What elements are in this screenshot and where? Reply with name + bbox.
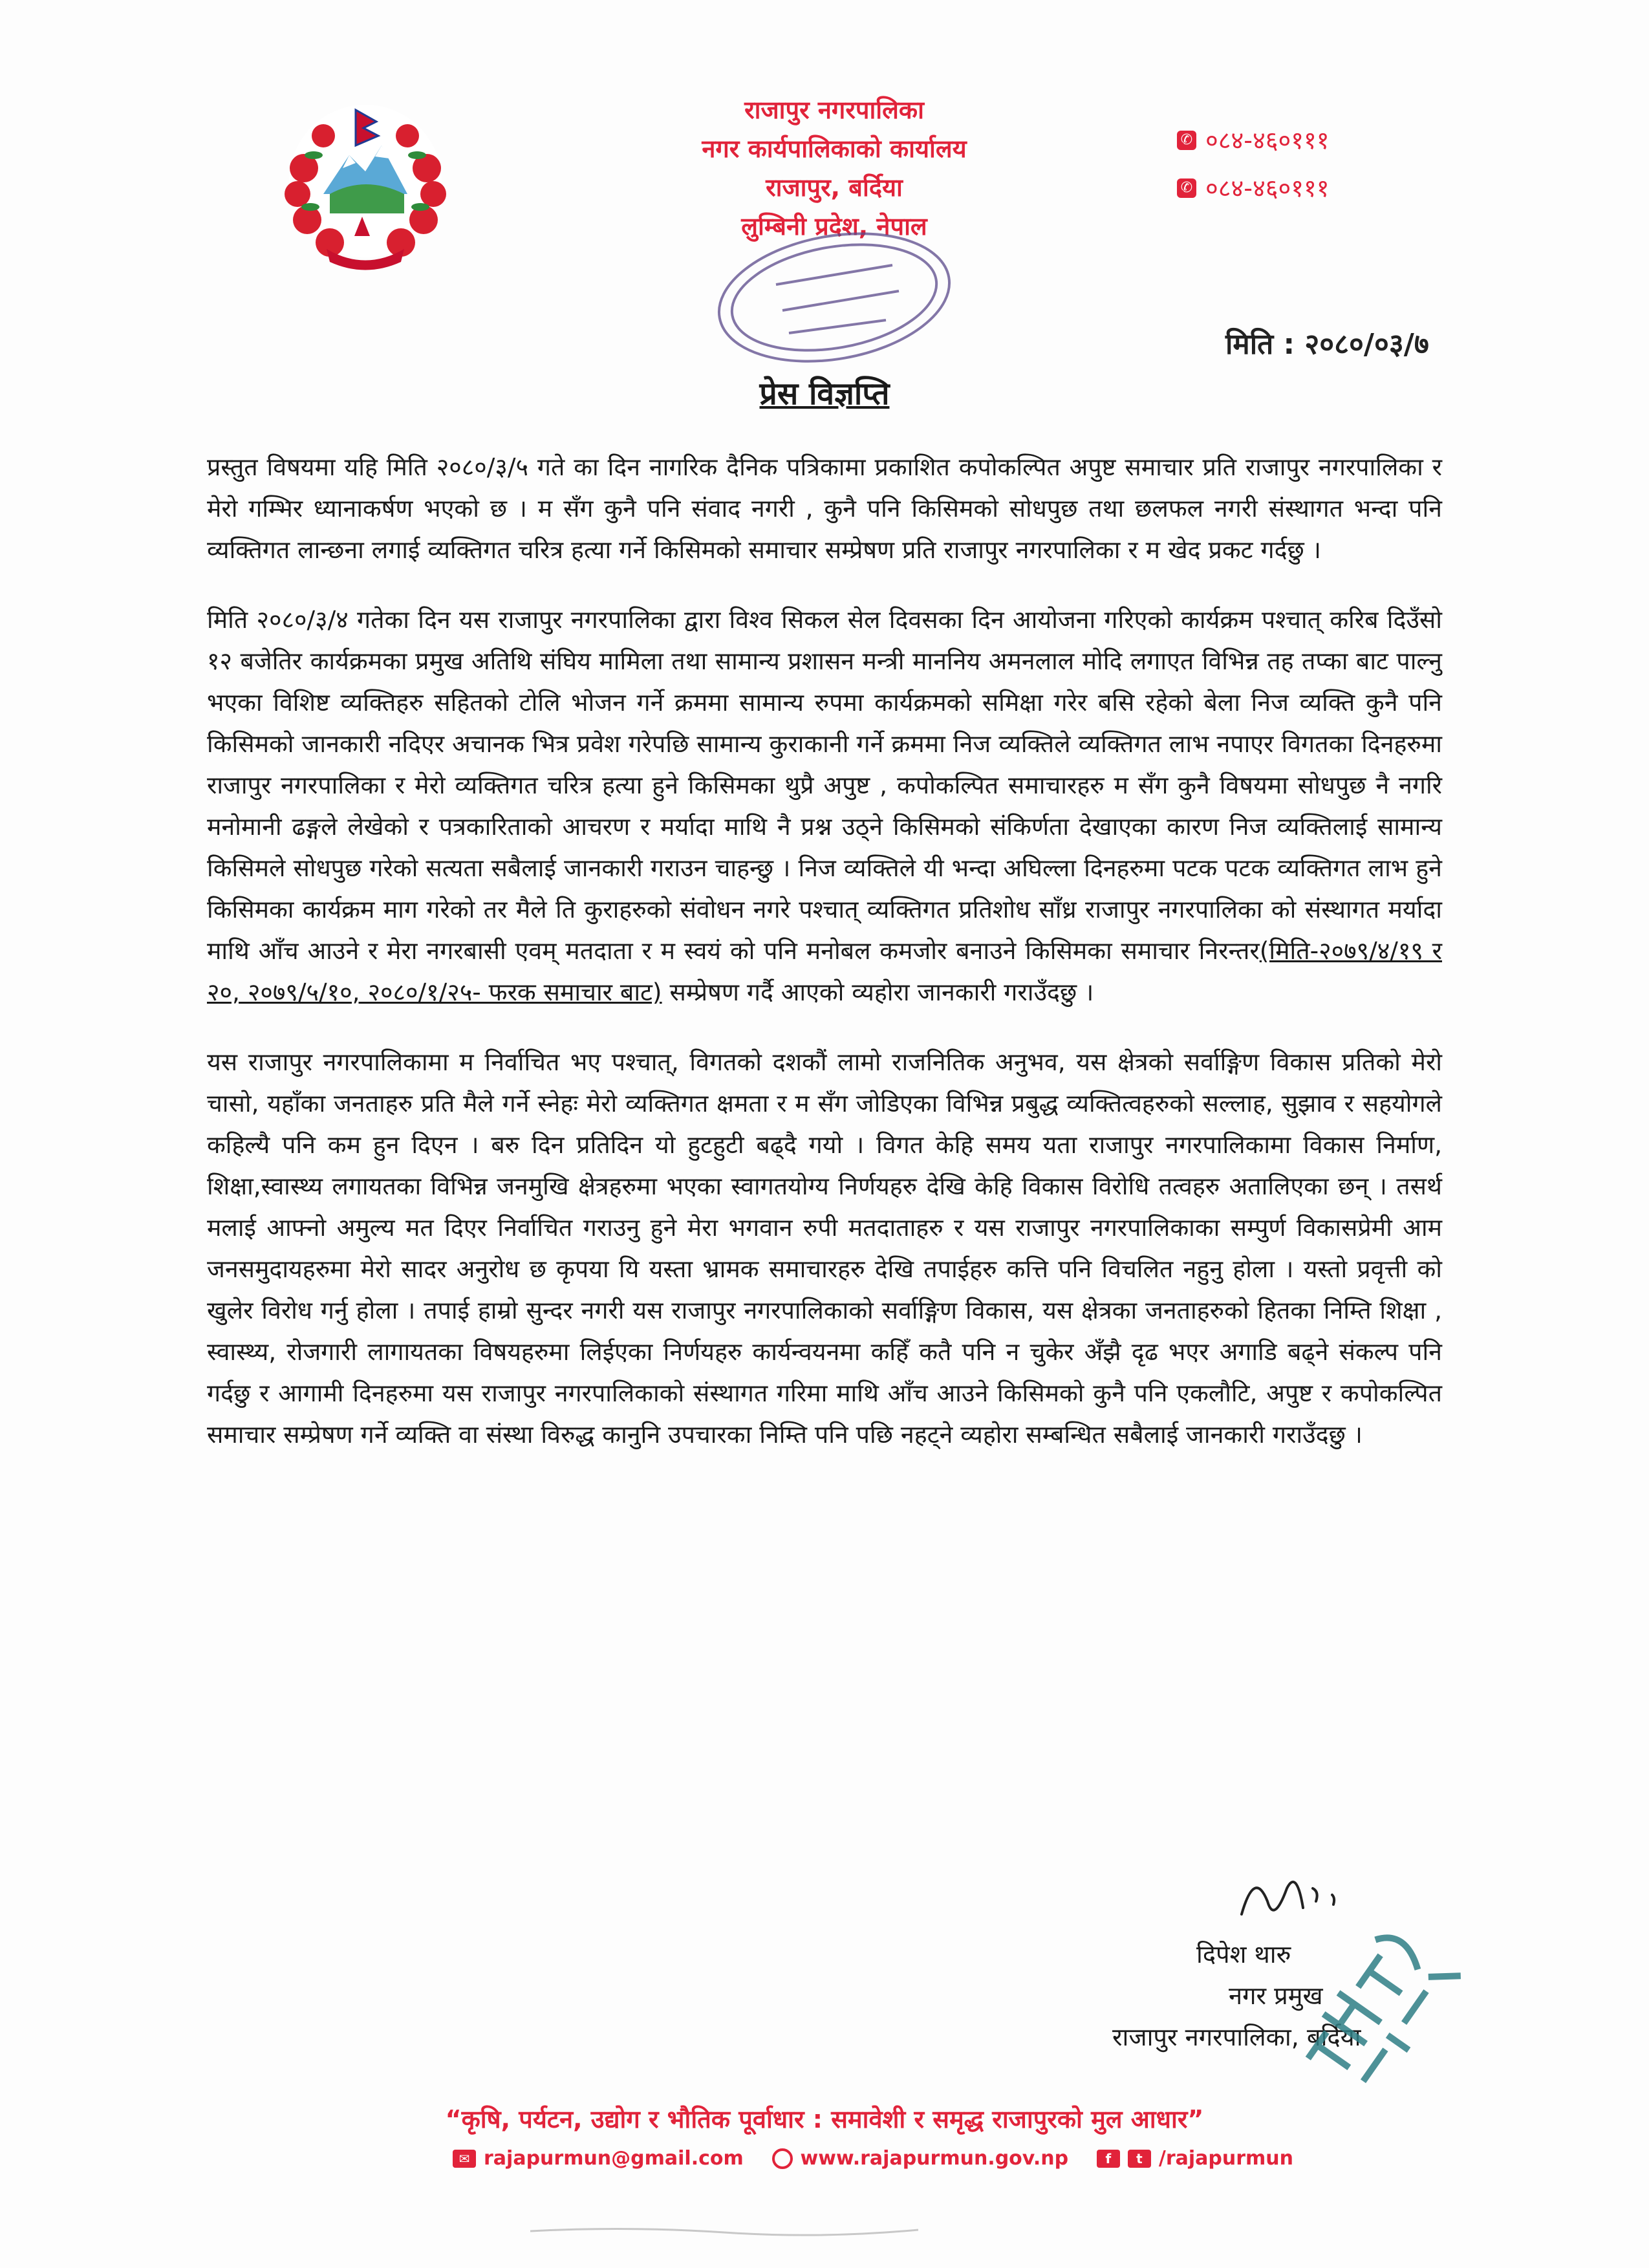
office-province: लुम्बिनी प्रदेश, नेपाल	[741, 212, 927, 241]
globe-icon	[772, 2148, 793, 2169]
paragraph-text: सम्प्रेषण गर्दै आएको व्यहोरा जानकारी गराउँदछु ।	[669, 978, 1094, 1006]
paragraph: यस राजापुर नगरपालिकामा म निर्वाचित भए पश्चात्, विगतको दशकौं लामो राजनितिक अनुभव, यस क्षेत्रको सर्वाङ्गिण विकास प्रतिको मेरो चासो, यहाँका जनताहरु प्रति मैले गर्ने स्नेहः मेरो व्यक्तिगत क्षमता र म सँग जोडिएका विभिन्न प्रबुद्ध व्यक्तित्वहरुको सल्लाह, सुझाव र सहयोगले कहिल्यै पनि कम हुन दिएन । बरु दिन प्रतिदिन यो हुटहुटी बढ्दै गयो । विगत केहि समय यता राजापुर नगरपालिकामा विकास निर्माण, शिक्षा,स्वास्थ्य लगायतका विभिन्न जनमुखि क्षेत्रहरुमा भएका स्वागतयोग्य निर्णयहरु देखि केहि विकास विरोधि तत्वहरु अतालिएका छन् । तसर्थ मलाई आफ्नो अमुल्य मत दिएर निर्वाचित गराउनु हुने मेरा भगवान रुपी मतदाताहरु र यस राजापुर नगरपालिकाका सम्पुर्ण विकासप्रेमी आम जनसमुदायहरुमा मेरो सादर अनुरोध छ कृपया यि यस्ता भ्रामक समाचारहरु देखि तपाईहरु कत्ति पनि विचलित नहुनु होला । यस्तो प्रवृत्ती को खुलेर विरोध गर्नु होला । तपाई हाम्रो सुन्दर नगरी यस राजापुर नगरपालिकाको सर्वाङ्गिण विकास, यस क्षेत्रका जनताहरुको हितका निम्ति शिक्षा , स्वास्थ्य, रोजगारी लागायतका विषयहरुमा लिईएका निर्णयहरु कार्यन्वयनमा कहिँ कतै पनि न चुकेर अँझै दृढ भएर अगाडि बढ्ने संकल्प पनि गर्दछु र आगामी दिनहरुमा यस राजापुर नगरपालिकाको संस्थागत गरिमा माथि आँच आउने किसिमको कुनै पनि एकलौटि, अपुष्ट र कपोकल्पित समाचार सम्प्रेषण गर्ने व्यक्ति वा संस्था विरुद्ध कानुनि उपचारका निम्ति पनि पछि नहट्ने व्यहोरा सम्बन्धित सबैलाई जानकारी गराउँदछु ।	[207, 1048, 1442, 1449]
phone-row	[1177, 116, 1330, 164]
name-stamp	[1261, 1895, 1474, 2108]
phone-number: ०८४-४६०१११	[1205, 126, 1330, 155]
website-contact[interactable]	[772, 2147, 1069, 2170]
phone-row	[1177, 164, 1330, 212]
nepal-emblem-icon	[278, 84, 453, 278]
email-contact[interactable]	[453, 2147, 744, 2170]
phone-icon: ✆	[1177, 131, 1196, 150]
office-district: राजापुर, बर्दिया	[766, 173, 903, 202]
office-stamp	[698, 226, 970, 382]
scan-artifact	[530, 2225, 918, 2238]
paragraph: प्रस्तुत विषयमा यहि मिति २०८०/३/५ गते का दिन नागरिक दैनिक पत्रिकामा प्रकाशित कपोकल्पित अपुष्ट समाचार प्रति राजापुर नगरपालिका र मेरो गम्भिर ध्यानाकर्षण भएको छ । म सँग कुनै पनि संवाद नगरी , कुनै पनि किसिमको सोधपुछ तथा छलफल नगरी संस्थागत भन्दा पनि व्यक्तिगत लान्छना लगाई व्यक्तिगत चरित्र हत्या गर्ने किसिमको समाचार सम्प्रेषण प्रति राजापुर नगरपालिका र म खेद प्रकट गर्दछु ।	[207, 453, 1442, 564]
paragraph	[207, 599, 1442, 1013]
phone-numbers	[1177, 116, 1330, 212]
phone-icon: ✆	[1177, 178, 1196, 198]
paragraph-text: मिति २०८०/३/४ गतेका दिन यस राजापुर नगरपालिका द्वारा विश्व सिकल सेल दिवसका दिन आयोजना गरिएको कार्यक्रम पश्चात् करिब दिउँसो १२ बजेतिर कार्यक्रमका प्रमुख अतिथि संघिय मामिला तथा सामान्य प्रशासन मन्त्री माननिय अमनलाल मोदि लगाएत विभिन्न तह तप्का बाट पाल्नु भएका विशिष्ट व्यक्तिहरु सहितको टोलि भोजन गर्ने क्रममा सामान्य रुपमा कार्यक्रमको समिक्षा गरेर बसि रहेको बेला निज व्यक्ति कुनै पनि किसिमको जानकारी नदिएर अचानक भित्र प्रवेश गरेपछि सामान्य कुराकानी गर्ने क्रममा निज व्यक्तिले व्यक्तिगत लाभ नपाएर विगतका दिनहरुमा राजापुर नगरपालिका र मेरो व्यक्तिगत चरित्र हत्या हुने किसिमका थुप्रै अपुष्ट , कपोकल्पित समाचारहरु म सँग कुनै विषयमा सोधपुछ नै नगरि मनोमानी ढङ्गले लेखेको र पत्रकारिताको आचरण र मर्यादा माथि नै प्रश्न उठ्ने किसिमको संकिर्णता देखाएका कारण निज व्यक्तिलाई सामान्य किसिमले सोधपुछ गरेको सत्यता सबैलाई जानकारी गराउन चाहन्छु । निज व्यक्तिले यी भन्दा अघिल्ला दिनहरुमा पटक पटक व्यक्तिगत लाभ हुने किसिमका कार्यक्रम माग गरेको तर मैले ति कुराहरुको संवोधन नगरे पश्चात् व्यक्तिगत प्रतिशोध साँध्र राजापुर नगरपालिका को संस्थागत मर्यादा माथि आँच आउने र मेरा नगरबासी एवम् मतदाता र म स्वयं को पनि मनोबल कमजोर बनाउने किसिमका समाचार निरन्तर	[207, 605, 1442, 965]
document-date: मिति : २०८०/०३/७	[1225, 328, 1429, 361]
document-body	[207, 446, 1442, 1484]
footer-motto: “कृषि, पर्यटन, उद्योग र भौतिक पूर्वाधार : समावेशी र समृद्ध राजापुरको मुल आधार”	[445, 2105, 1204, 2133]
municipality-name: राजापुर नगरपालिका	[744, 96, 924, 124]
social-handle[interactable]: /rajapurmun	[1158, 2147, 1293, 2170]
signatory-office: राजापुर नगरपालिका, बर्दिया	[1112, 2023, 1361, 2051]
phone-number: ०८४-४६०१११	[1205, 174, 1330, 202]
website-url[interactable]: www.rajapurmun.gov.np	[800, 2147, 1069, 2170]
social-contact[interactable]	[1097, 2147, 1293, 2170]
office-header	[608, 91, 1061, 246]
office-name: नगर कार्यपालिकाको कार्यालय	[702, 135, 967, 163]
email-icon: ✉	[453, 2150, 476, 2168]
document-title: प्रेस विज्ञप्ति	[759, 376, 890, 412]
email-address[interactable]: rajapurmun@gmail.com	[484, 2147, 744, 2170]
facebook-icon: f	[1097, 2150, 1120, 2168]
twitter-icon: t	[1128, 2150, 1151, 2168]
signatory-title: नगर प्रमुख	[1229, 1982, 1323, 2010]
signatory-name: दिपेश थारु	[1196, 1940, 1291, 1969]
footer-contacts	[453, 2147, 1293, 2170]
news-date-reference: (मिति-२०७९/४/१९ र २०, २०७९/५/१०, २०८०/१/२५- फरक समाचार बाट)	[207, 936, 1442, 1006]
